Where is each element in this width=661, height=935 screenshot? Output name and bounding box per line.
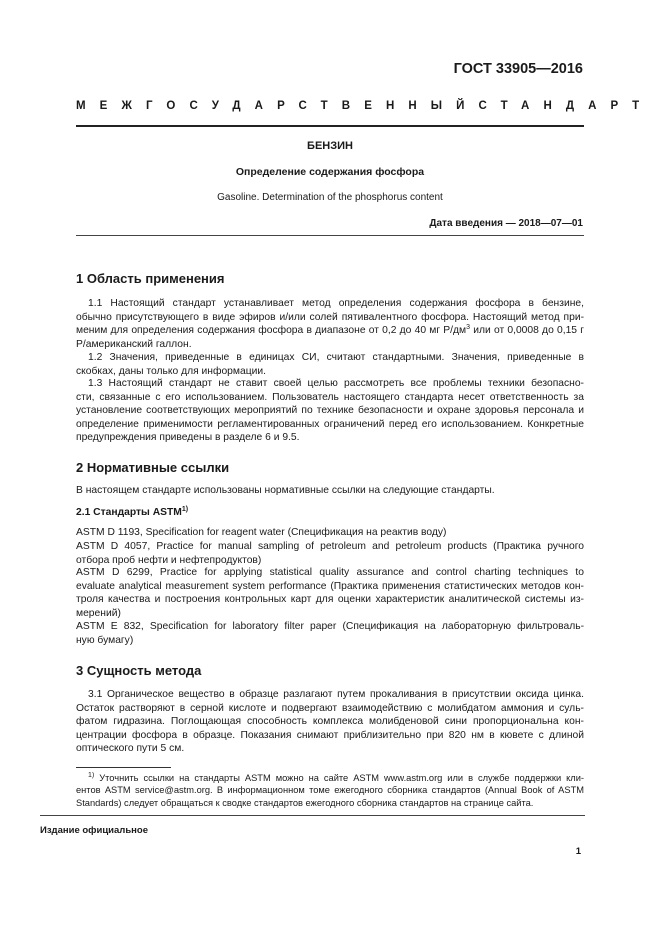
paragraph-3-1: 3.1 Органическое вещество в образце разлагают путем прокаливания в присутствии оксида цинка. Остаток растворяют в серной кислоте и подвергают взаимодействию с молибдатом аммония и суль- фатом гидразина. Поглощающая способность комплекса молибденовой сини пропорциональна кон- центрации фосфора в образце. Показания снимают приблизительно при 820 нм в кювете с длиной оптического пути 5 см. [76,689,584,754]
reference-astm-d4057: ASTM D 4057, Practice for manual sampling of petroleum and petroleum products (Практика ручного отбора проб нефти и нефтепродуктов) [76,541,584,566]
interstate-word-1: МЕЖГОСУДАРСТВЕННЫЙ [76,100,479,112]
paragraph-1-2: 1.2 Значения, приведенные в единицах СИ, считают стандартными. Значения, приведенные в скобках, даны только для информации. [76,352,584,377]
paragraph-1-1: 1.1 Настоящий стандарт устанавливает метод определения содержания фосфора в бензине, обычно присутствующего в виде эфиров и/или солей пятивалентного фосфора. Настоящий метод при- меним для определения содержания фосфора в диапазоне от 0,2 до 40 мг $Р/дм^3$ или от 0,0008 до 0,15 г Р/американский галлон. [76,298,584,350]
footnote-divider [76,767,171,768]
footer-divider [40,815,585,816]
official-edition-label: Издание официальное [40,825,148,836]
gost-code: ГОСТ 33905—2016 [453,61,583,77]
subsection-2-1-heading: 2.1 Стандарты ASTM$^{1)}$ [76,506,189,518]
paragraph-1-3: 1.3 Настоящий стандарт не ставит своей целью рассмотреть все проблемы техники безопасно- сти, связанные с его использованием. Пользователь настоящего стандарта несет ответственность за установление соответствующих мероприятий по технике безопасности и охране здоровья персонала и определение применимости регламентированных ограничений перед его использованием. Конкретные предупреждения приведены в разделе 6 и 9.5. [76,378,584,443]
paragraph-2-intro: В настоящем стандарте использованы нормативные ссылки на следующие стандарты. [76,485,495,496]
reference-astm-e832: ASTM E 832, Specification for laboratory filter paper (Спецификация на лабораторную фильтроваль- ную бумагу) [76,621,584,646]
english-title: Gasoline. Determination of the phosphorus content [217,192,443,203]
footnote: $^{1)}$ Уточнить ссылки на стандарты ASTM можно на сайте ASTM www.astm.org или в службе поддержки кли- ентов ASTM service@astm.org. В информационном томе ежегодного сборника стандартов (Annual Book of ASTM Standards) следует обращаться к сводке стандартов ежегодного сборника стандартов на странице сайта. [76,772,584,808]
section-1-heading: 1 Область применения [76,271,225,286]
standard-title: БЕНЗИН [307,140,353,152]
section-2-heading: 2 Нормативные ссылки [76,460,230,475]
interstate-standard-heading [76,100,654,112]
title-divider [76,235,584,236]
introduction-date: Дата введения — 2018—07—01 [429,218,583,229]
interstate-word-2: СТАНДАРТ [478,100,654,112]
reference-astm-d6299: ASTM D 6299, Practice for applying statistical quality assurance and control charting techniques to evaluate analytical measurement system performance (Практика применения статистических методов кон- троля качества и построения контрольных карт для оценки характеристик аналитической системы из- мерений) [76,567,584,619]
header-divider [76,125,584,127]
section-3-heading: 3 Сущность метода [76,663,202,678]
standard-subtitle: Определение содержания фосфора [235,166,425,178]
page-number: 1 [575,846,581,857]
reference-astm-d1193: ASTM D 1193, Specification for reagent water (Спецификация на реактив воду) [76,527,447,538]
